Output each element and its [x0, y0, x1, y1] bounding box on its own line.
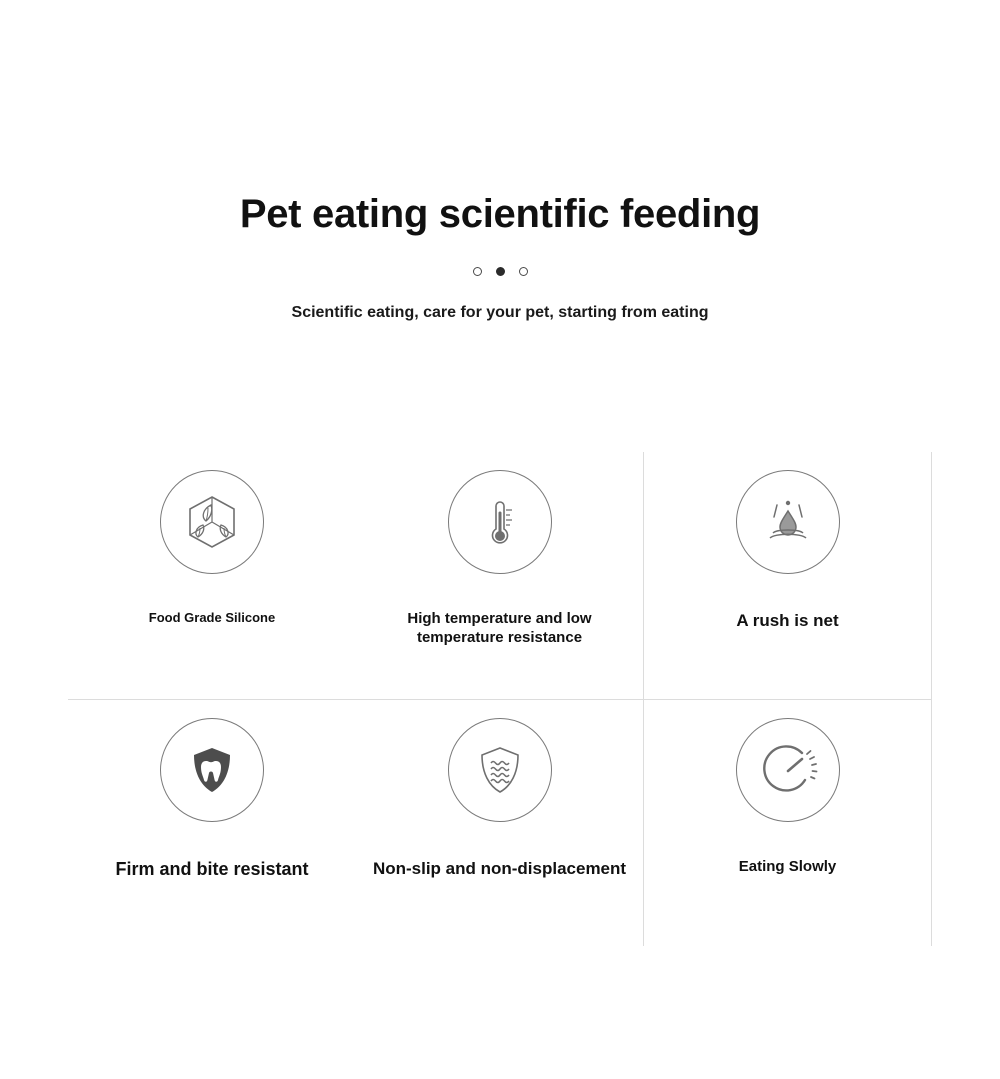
- feature-label: Firm and bite resistant: [115, 859, 309, 879]
- feature-item-non-slip: [356, 699, 644, 946]
- feature-label: Non-slip and non-displacement: [372, 859, 627, 878]
- feature-item-bite-resistant: [68, 699, 356, 946]
- feature-label: Eating Slowly: [738, 858, 837, 875]
- carousel-dot-1[interactable]: [473, 267, 482, 276]
- page-header: [0, 0, 1000, 322]
- carousel-dot-3[interactable]: [519, 267, 528, 276]
- feature-grid: [68, 452, 932, 946]
- water-drop-splash-icon: [736, 470, 840, 574]
- feature-label: A rush is net: [736, 611, 839, 630]
- thermometer-icon: [448, 470, 552, 574]
- speed-gauge-icon: [736, 718, 840, 822]
- feature-label: High temperature and low temperature resistance: [407, 610, 592, 646]
- shield-tooth-icon: [160, 718, 264, 822]
- feature-item-eating-slowly: [644, 699, 932, 946]
- carousel-dot-2[interactable]: [496, 267, 505, 276]
- page-title: Pet eating scientific feeding: [239, 192, 761, 236]
- page-subtitle: Scientific eating, care for your pet, starting from eating: [291, 304, 709, 321]
- leaf-cube-icon: [160, 470, 264, 574]
- shield-wave-icon: [448, 718, 552, 822]
- feature-item-temperature-resistance: [356, 452, 644, 699]
- carousel-dots[interactable]: [0, 264, 1000, 278]
- feature-label: Food Grade Silicone: [148, 610, 276, 625]
- feature-item-food-grade-silicone: [68, 452, 356, 699]
- feature-item-easy-rinse: [644, 452, 932, 699]
